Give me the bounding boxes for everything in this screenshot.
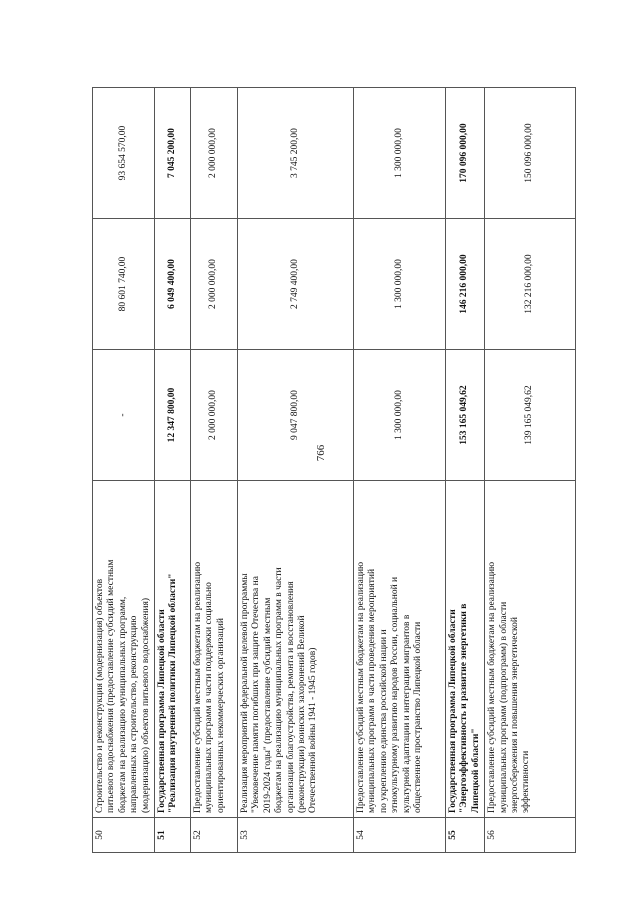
row-value-3: 150 096 000,00 xyxy=(485,88,576,219)
table-row xyxy=(190,88,237,853)
row-value-1: 12 347 800,00 xyxy=(154,350,190,481)
row-value-1: - xyxy=(93,350,155,481)
row-value-3: 3 745 200,00 xyxy=(237,88,353,219)
row-number: 54 xyxy=(353,818,445,853)
row-value-3: 2 000 000,00 xyxy=(190,88,237,219)
row-value-1: 139 165 049,62 xyxy=(485,350,576,481)
row-value-3: 93 654 570,00 xyxy=(93,88,155,219)
row-name: Государственная программа Липецкой области "Энергоэффективность и развитие энергетики в Липецкой области" xyxy=(445,481,484,818)
row-number: 53 xyxy=(237,818,353,853)
table-row xyxy=(485,88,576,853)
row-value-3: 7 045 200,00 xyxy=(154,88,190,219)
page-number: 766 xyxy=(315,444,327,462)
budget-table xyxy=(92,87,576,853)
row-value-1: 2 000 000,00 xyxy=(190,350,237,481)
row-name: Государственная программа Липецкой области "Реализация внутренней политики Липецкой области" xyxy=(154,481,190,818)
row-value-2: 1 300 000,00 xyxy=(353,219,445,350)
row-value-1: 153 165 049,62 xyxy=(445,350,484,481)
row-number: 55 xyxy=(445,818,484,853)
table-row xyxy=(93,88,155,853)
row-value-2: 6 049 400,00 xyxy=(154,219,190,350)
budget-table-container xyxy=(92,88,566,853)
row-value-2: 80 601 740,00 xyxy=(93,219,155,350)
row-name: Предоставление субсидий местным бюджетам на реализацию муниципальных программ в части проведения мероприятий по укреплению единства российской нации и этнокультурному развитию народов России, социальной и культурной адаптации и интеграции мигрантов в общественное пространство Липецкой области xyxy=(353,481,445,818)
row-name: Реализация мероприятий федеральной целевой программы "Увековечение памяти погибших при защите Отечества на 2019-2024 годы" (предоставление субсидий местным бюджетам на реализацию муниципальных программ в части организации благоустройства, ремонта и восстановления (реконструкции) воинских захоронений Великой Отечественной войны 1941 - 1945 годов) xyxy=(237,481,353,818)
row-value-2: 2 749 400,00 xyxy=(237,219,353,350)
row-value-1: 1 300 000,00 xyxy=(353,350,445,481)
table-row xyxy=(353,88,445,853)
row-number: 51 xyxy=(154,818,190,853)
table-row xyxy=(237,88,353,853)
row-name: Строительство и реконструкция (модернизация) объектов питьевого водоснабжения (предоставление субсидий местным бюджетам на реализацию муниципальных программ, направленных на строительство, реконструкцию (модернизацию) объектов питьевого водоснабжения) xyxy=(93,481,155,818)
table-row xyxy=(445,88,484,853)
row-name: Предоставление субсидий местным бюджетам на реализацию муниципальных программ в части поддержки социально ориентированных некоммерческих организаций xyxy=(190,481,237,818)
row-name: Предоставление субсидий местным бюджетам на реализацию муниципальных программ (подпрограмм) в области энергосбережения и повышения энергетической эффективности xyxy=(485,481,576,818)
row-number: 50 xyxy=(93,818,155,853)
row-value-2: 146 216 000,00 xyxy=(445,219,484,350)
row-value-2: 132 216 000,00 xyxy=(485,219,576,350)
row-value-1: 9 047 800,00 xyxy=(237,350,353,481)
row-value-2: 2 000 000,00 xyxy=(190,219,237,350)
row-value-3: 1 300 000,00 xyxy=(353,88,445,219)
table-row xyxy=(154,88,190,853)
row-number: 56 xyxy=(485,818,576,853)
row-number: 52 xyxy=(190,818,237,853)
row-value-3: 170 096 000,00 xyxy=(445,88,484,219)
